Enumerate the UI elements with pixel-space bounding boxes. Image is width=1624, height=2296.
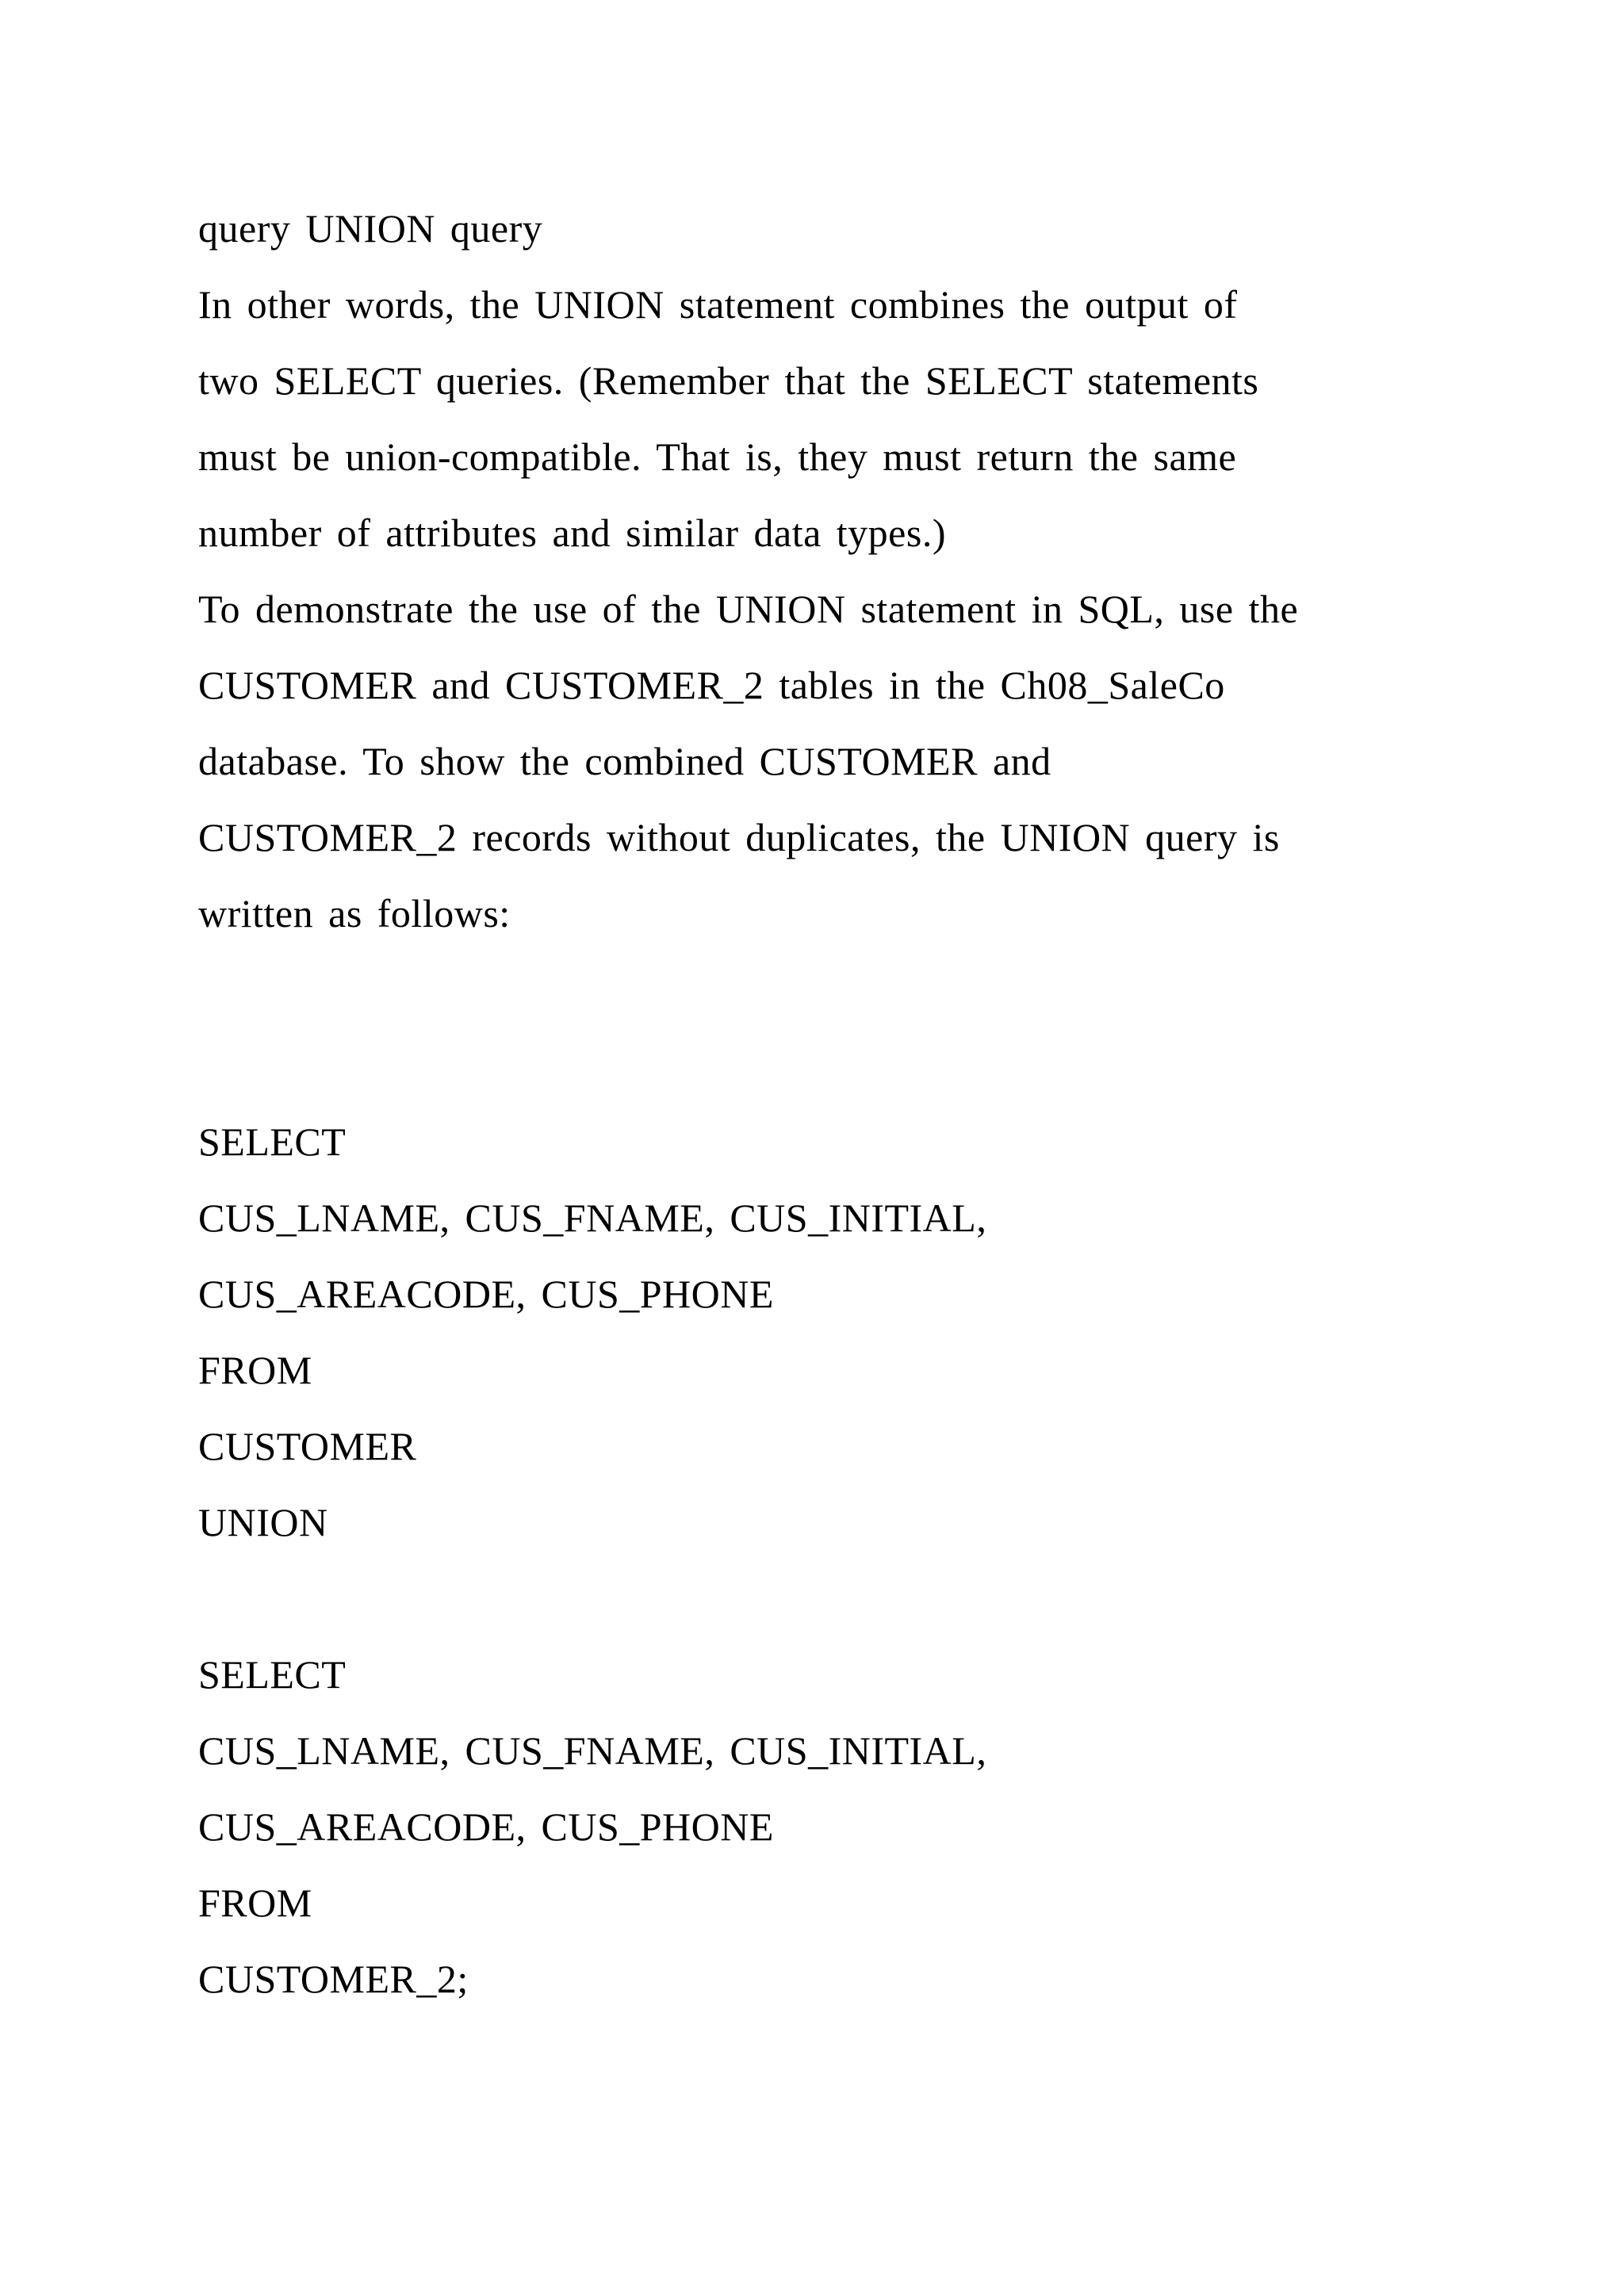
intro-line: must be union-compatible. That is, they must return the same <box>198 434 1237 479</box>
sql-line: FROM <box>198 1881 312 1925</box>
sql-line: CUS_AREACODE, CUS_PHONE <box>198 1804 774 1849</box>
sql-line: SELECT <box>198 1119 347 1164</box>
sql-line: CUSTOMER_2; <box>198 1957 469 2001</box>
sql-line: SELECT <box>198 1652 347 1697</box>
intro-line: In other words, the UNION statement combines the output of <box>198 282 1238 327</box>
document-body <box>198 190 1451 2017</box>
paragraph-gap <box>198 951 1451 1104</box>
sql-line: FROM <box>198 1348 312 1392</box>
intro-line: CUSTOMER and CUSTOMER_2 tables in the Ch08_SaleCo <box>198 663 1225 707</box>
intro-line: To demonstrate the use of the UNION statement in SQL, use the <box>198 587 1299 631</box>
sql-line: UNION <box>198 1500 328 1544</box>
intro-line: query UNION query <box>198 206 543 251</box>
intro-line: number of attributes and similar data types.) <box>198 511 946 555</box>
intro-line: written as follows: <box>198 891 511 936</box>
sql-line: CUS_AREACODE, CUS_PHONE <box>198 1272 774 1316</box>
intro-line: two SELECT queries. (Remember that the SELECT statements <box>198 358 1259 403</box>
intro-line: CUSTOMER_2 records without duplicates, the UNION query is <box>198 815 1280 859</box>
sql-line: CUSTOMER <box>198 1424 417 1468</box>
intro-line: database. To show the combined CUSTOMER and <box>198 739 1051 783</box>
sql-line: CUS_LNAME, CUS_FNAME, CUS_INITIAL, <box>198 1728 987 1773</box>
sql-line: CUS_LNAME, CUS_FNAME, CUS_INITIAL, <box>198 1196 987 1240</box>
paragraph-gap <box>198 1560 1451 1636</box>
